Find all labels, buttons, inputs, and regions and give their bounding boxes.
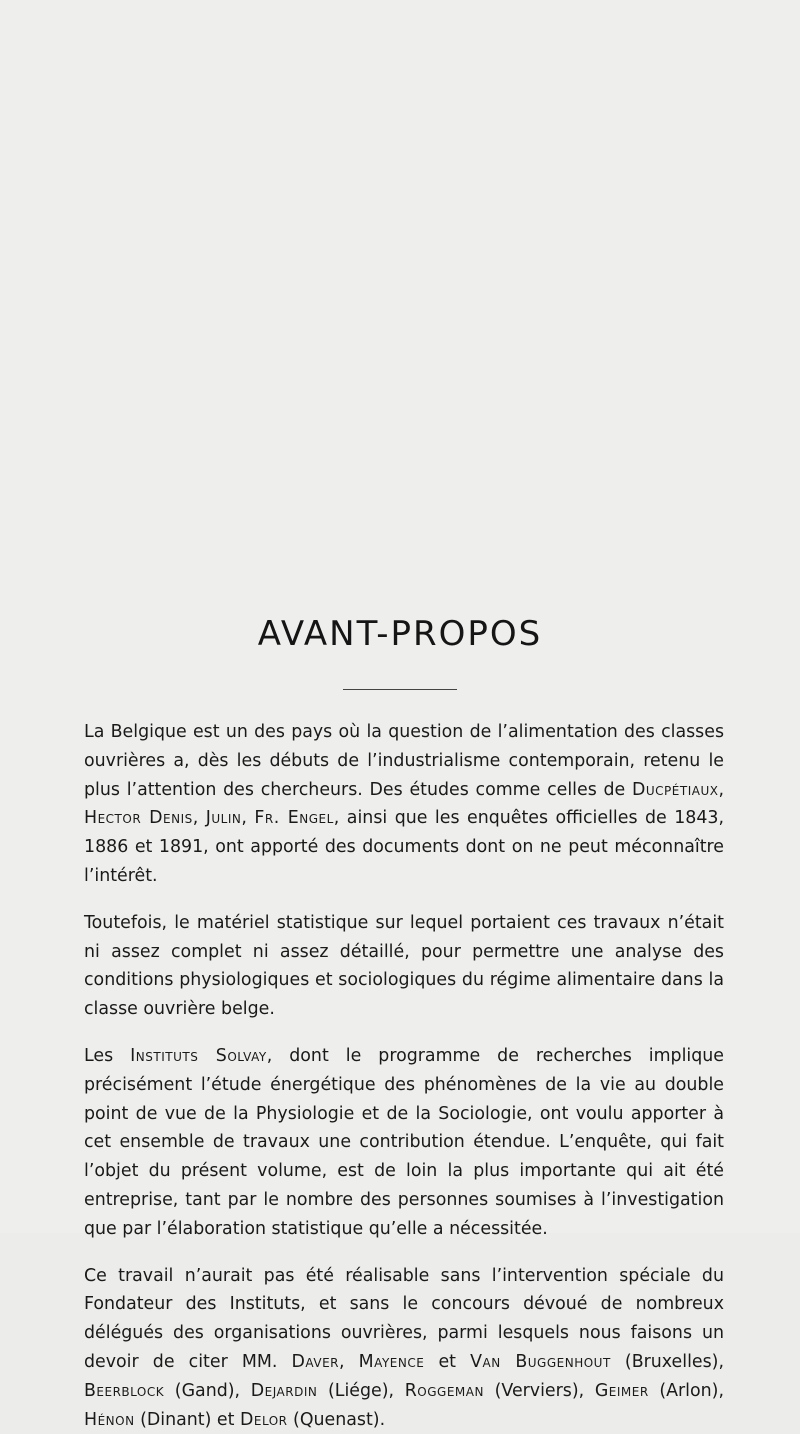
person-name: Hector Denis xyxy=(84,808,193,829)
text-segment: , dont le programme de recherches implique précisément l’étude énergétique des phénomènes de la vie au double point de vue de la Physiologie et de la Sociologie, ont voulu apporter à cet ensemble de travaux une contribution étendue. L’enquête, qui fait l’objet du présent volume, est de loin la plus importante qui ait été entreprise, tant par le nombre des personnes soumises à l’investigation que par l’élaboration statistique qu’elle a nécessitée. xyxy=(84,1045,725,1239)
person-name: Geimer xyxy=(594,1380,649,1401)
text-segment: , xyxy=(241,808,255,829)
text-segment: (Dinant) et xyxy=(134,1409,240,1430)
text-segment: Toutefois, le matériel statistique sur lequel portaient ces travaux n’était ni assez complet ni assez détaillé, pour permettre une analyse des conditions physiologiques et sociologiques du régime alimentaire dans la classe ouvrière belge. xyxy=(84,912,724,1020)
text-segment: , xyxy=(339,1351,359,1372)
text-segment: (Quenast). xyxy=(287,1409,386,1430)
page-title: AVANT-PROPOS xyxy=(257,614,543,654)
text-segment: , xyxy=(718,779,724,800)
text-segment: La Belgique est un des pays où la question de l’alimentation des classes ouvrières a, dès les débuts de l’industrialisme contemporain, retenu le plus l’attention des chercheurs. Des études comme celles de xyxy=(84,722,724,800)
text-segment: (Verviers), xyxy=(483,1380,595,1401)
text-segment: Les xyxy=(84,1045,131,1066)
person-name: Daver xyxy=(291,1351,339,1372)
person-name: Dejardin xyxy=(250,1380,318,1401)
person-name: Fr. Engel xyxy=(254,808,334,829)
paragraph xyxy=(84,718,724,891)
text-segment: (Arlon), xyxy=(648,1380,724,1401)
paragraph xyxy=(84,909,724,1024)
text-segment: et xyxy=(424,1351,471,1372)
body-text xyxy=(84,718,724,1434)
text-segment: , xyxy=(192,808,206,829)
person-name: Delor xyxy=(239,1409,288,1430)
person-name: Van Buggenhout xyxy=(470,1351,611,1372)
paragraph xyxy=(84,1262,724,1434)
person-name: Beerblock xyxy=(84,1380,165,1401)
person-name: Hénon xyxy=(84,1409,135,1430)
paragraph xyxy=(84,1042,724,1244)
person-name: Mayence xyxy=(358,1351,425,1372)
person-name: Instituts Solvay xyxy=(130,1045,267,1066)
person-name: Julin xyxy=(205,808,242,829)
text-segment: (Gand), xyxy=(164,1380,251,1401)
title-divider xyxy=(343,689,457,690)
text-segment: Ce travail n’aurait pas été réalisable sans l’intervention spéciale du Fondateur des Instituts, et sans le concours dévoué de nombreux délégués des organisations ouvrières, parmi lesquels nous faisons un devoir de citer MM. xyxy=(84,1265,724,1372)
person-name: Ducpétiaux xyxy=(632,779,719,800)
text-segment: , ainsi que les enquêtes officielles de 1843, 1886 et 1891, ont apporté des documents dont on ne peut méconnaître l’intérêt. xyxy=(84,808,724,886)
person-name: Roggeman xyxy=(404,1380,484,1401)
text-segment: (Bruxelles), xyxy=(610,1351,724,1372)
text-segment: (Liége), xyxy=(317,1380,405,1401)
